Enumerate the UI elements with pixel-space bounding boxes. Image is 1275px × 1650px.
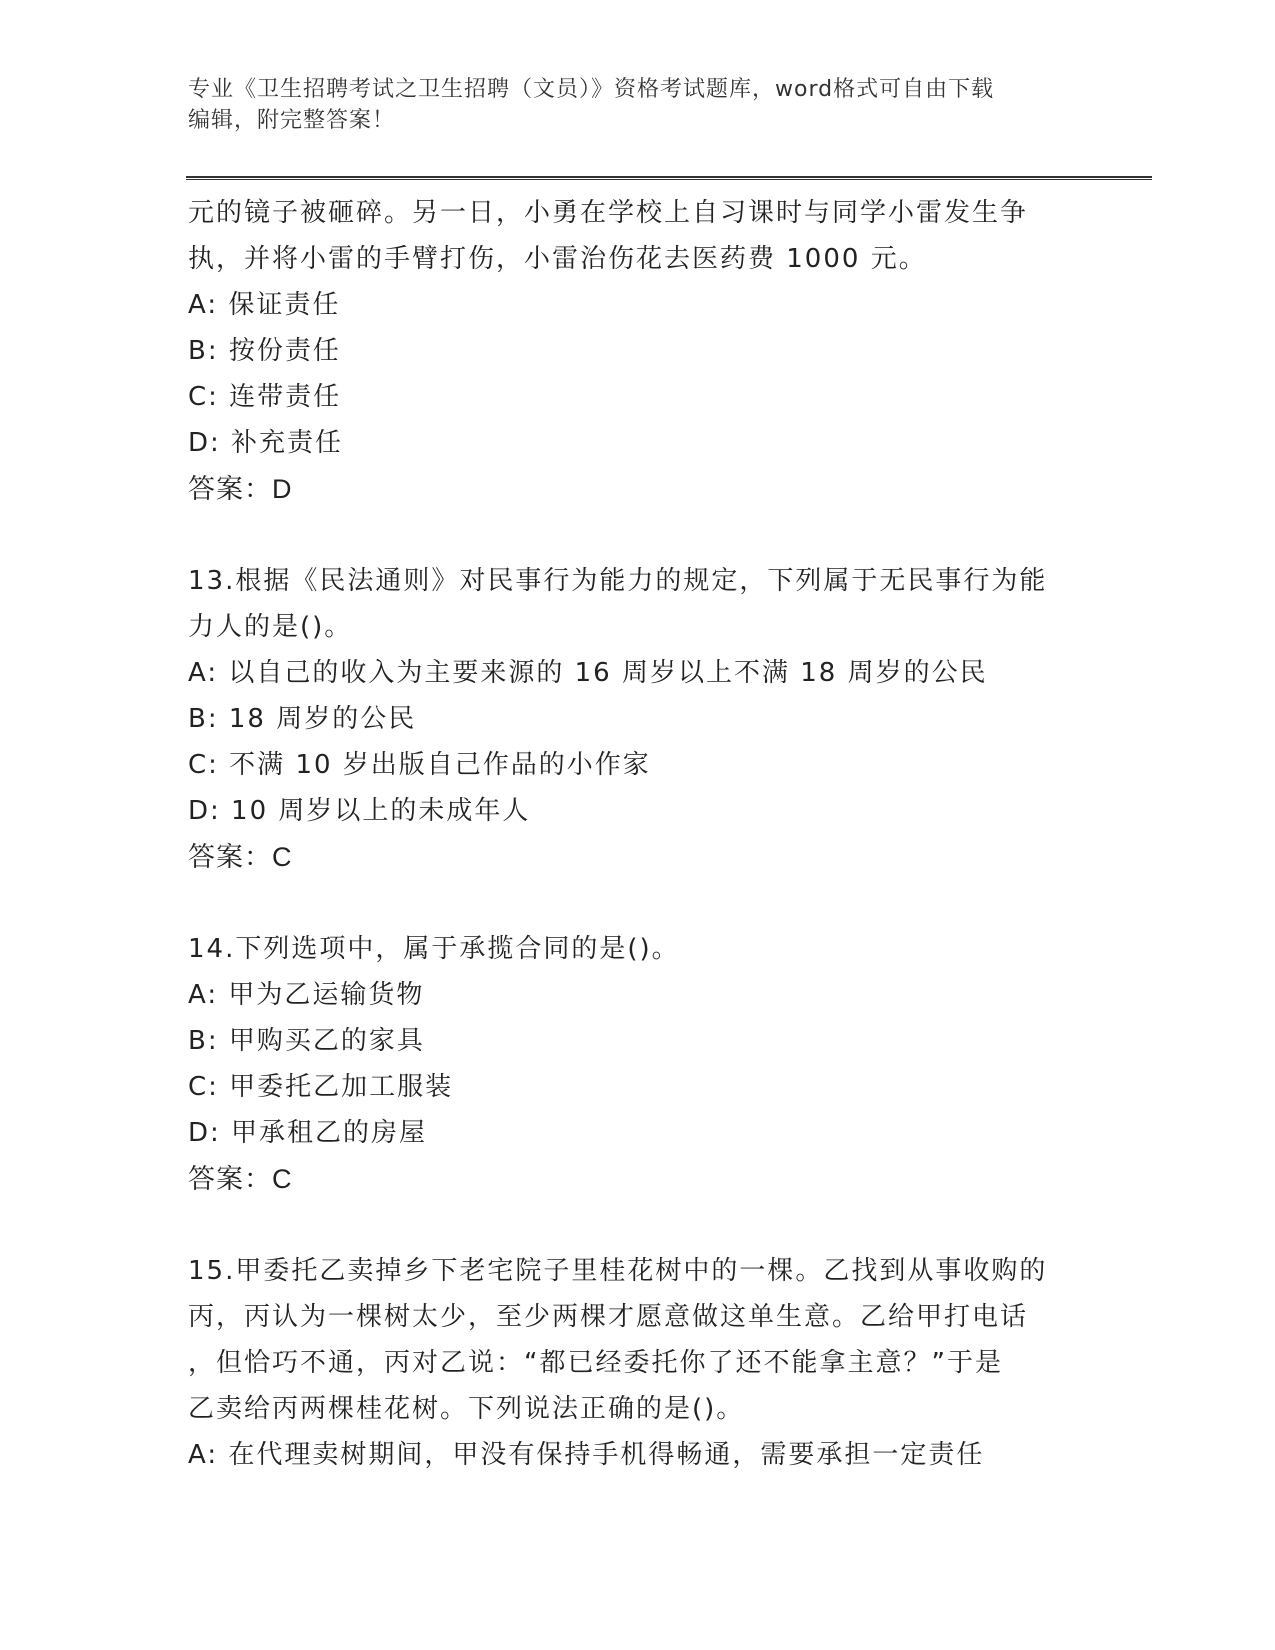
option-a: A: 保证责任 <box>188 290 341 320</box>
question-text-line: 15.甲委托乙卖掉乡下老宅院子里桂花树中的一棵。乙找到从事收购的 <box>188 1256 1048 1286</box>
question-13 <box>188 558 1088 880</box>
option-b: B: 18 周岁的公民 <box>188 704 417 734</box>
question-text-line: ，但恰巧不通，丙对乙说：“都已经委托你了还不能拿主意？”于是 <box>188 1348 1003 1378</box>
option-b: B: 按份责任 <box>188 336 341 366</box>
document-header <box>188 74 1068 136</box>
question-text-line: 乙卖给丙两棵桂花树。下列说法正确的是()。 <box>188 1394 745 1424</box>
question-text-line: 丙，丙认为一棵树太少，至少两棵才愿意做这单生意。乙给甲打电话 <box>188 1302 1029 1332</box>
option-a: A: 甲为乙运输货物 <box>188 980 425 1010</box>
header-line-2: 编辑，附完整答案！ <box>188 108 396 133</box>
option-b: B: 甲购买乙的家具 <box>188 1026 425 1056</box>
option-d: D: 甲承租乙的房屋 <box>188 1118 428 1148</box>
answer-line: 答案：D <box>188 474 293 504</box>
question-spacer <box>188 880 1088 926</box>
option-a: A: 在代理卖树期间，甲没有保持手机得畅通，需要承担一定责任 <box>188 1440 985 1470</box>
question-text-line: 力人的是()。 <box>188 612 353 642</box>
question-14 <box>188 926 1088 1202</box>
option-c: C: 甲委托乙加工服装 <box>188 1072 454 1102</box>
option-a: A: 以自己的收入为主要来源的 16 周岁以上不满 18 周岁的公民 <box>188 658 988 688</box>
header-divider <box>186 176 1152 180</box>
question-spacer <box>188 512 1088 558</box>
question-text-line: 14.下列选项中，属于承揽合同的是()。 <box>188 934 680 964</box>
question-15 <box>188 1248 1088 1478</box>
question-text-line: 13.根据《民法通则》对民事行为能力的规定，下列属于无民事行为能 <box>188 566 1048 596</box>
option-d: D: 补充责任 <box>188 428 344 458</box>
option-d: D: 10 周岁以上的未成年人 <box>188 796 531 826</box>
answer-line: 答案：C <box>188 842 293 872</box>
option-c: C: 连带责任 <box>188 382 342 412</box>
answer-line: 答案：C <box>188 1164 293 1194</box>
question-text-line: 元的镜子被砸碎。另一日，小勇在学校上自习课时与同学小雷发生争 <box>188 198 1029 228</box>
question-continued <box>188 190 1088 512</box>
question-text-line: 执，并将小雷的手臂打伤，小雷治伤花去医药费 1000 元。 <box>188 244 927 274</box>
question-spacer <box>188 1202 1088 1248</box>
header-line-1: 专业《卫生招聘考试之卫生招聘（文员）》资格考试题库，word格式可自由下载 <box>188 77 995 102</box>
document-body <box>188 190 1088 1478</box>
option-c: C: 不满 10 岁出版自己作品的小作家 <box>188 750 651 780</box>
